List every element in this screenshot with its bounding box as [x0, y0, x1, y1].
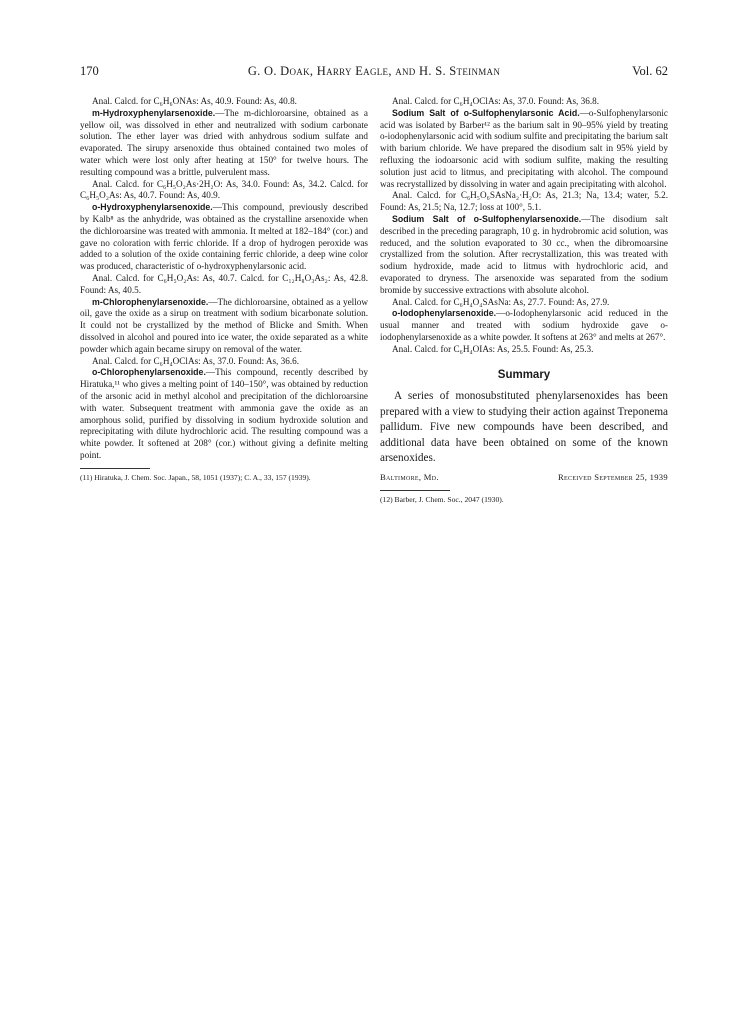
footnote: (12) Barber, J. Chem. Soc., 2047 (1930). [380, 495, 504, 505]
compound-paragraph [80, 297, 368, 356]
paragraph-body: —The dichloroarsine, obtained as a yellow oil, gave the oxide as a sirup on treatment with sodium bicarbonate solution. It could not be crystallized by the method of Blicke and Smith. When dissolved in alcohol and poured into ice water, the oxide separated as a white powder which again became sirupy on removal of the water. [80, 296, 368, 354]
received-line [380, 472, 668, 484]
compound-heading: o-Iodophenylarsenoxide. [392, 308, 497, 319]
paragraph-body: —The m-dichloroarsine, obtained as a yellow oil, was dissolved in ether and neutralized with sodium carbonate solution. The ether layer was dried with anhydrous sodium sulfate and evaporated. The sirupy arsenoxide thus obtained contained two moles of water which were lost only after heating at 150° for twelve hours. The resulting compound was a brittle, pulverulent mass. [80, 107, 368, 177]
analysis-paragraph: Anal. Calcd. for C₆H₄OClAs: As, 37.0. Found: As, 36.8. [392, 96, 600, 106]
analysis-paragraph: Anal. Calcd. for C₆H₅O₂As: As, 40.7. Calcd. for C₁₂H₈O₃As₂: As, 42.8. Found: As, 40.5. [80, 272, 368, 295]
analysis-paragraph: Anal. Calcd. for C₆H₅O₆SAsNa₂·H₂O: As, 21.3; Na, 13.4; water, 5.2. Found: As, 21.5; Na, 12.7; loss at 100°, 5.1. [380, 190, 668, 213]
footnote: (11) Hiratuka, J. Chem. Soc. Japan., 58, 1051 (1937); C. A., 33, 157 (1939). [80, 472, 311, 482]
analysis-paragraph: Anal. Calcd. for C₆H₅O₂As·2H₂O: As, 34.0. Found: As, 34.2. Calcd. for C₆H₅O₂As: As, 40.7. Found: As, 40.9. [80, 178, 368, 201]
compound-paragraph [380, 308, 668, 343]
analysis-paragraph: Anal. Calcd. for C₆H₄OClAs: As, 37.0. Found: As, 36.6. [92, 355, 300, 366]
compound-heading: m-Hydroxyphenylarsenoxide. [92, 107, 216, 118]
running-header [80, 64, 668, 80]
compound-heading: o-Chlorophenylarsenoxide. [92, 367, 206, 378]
paragraph-body: —o-Iodophenylarsonic acid reduced in the usual manner and treated with sodium hydroxide gave o-iodophenylarsenoxide as a white powder. It softens at 263° and melts at 267°. [380, 308, 668, 342]
paragraph-body: —This compound, previously described by Kalb⁸ as the anhydride, was obtained as the crystalline arsenoxide when the dichloroarsine was treated with ammonia. It melted at 182–184° (cor.) and gave no coloration with ferric chloride. If a drop of hydrogen peroxide was added to a solution of the oxide containing ferric chloride, a deep wine color was produced, characteristic of o-hydroxyphenylarsonic acid. [80, 202, 368, 272]
summary-paragraph: A series of monosubstituted phenylarsenoxides has been prepared with a view to studying their action against Treponema pallidum. Five new compounds have been described, and additional data have been obtained on some of the known arsenoxides. [380, 390, 669, 464]
analysis-paragraph: Anal. Calcd. for C₆H₄O₄SAsNa: As, 27.7. Found: As, 27.9. [392, 296, 610, 307]
volume-label: Vol. 62 [632, 64, 668, 78]
received-date: Received September 25, 1939 [558, 472, 668, 483]
compound-heading: o-Hydroxyphenylarsenoxide. [92, 202, 213, 213]
left-column [80, 96, 368, 483]
compound-paragraph [80, 367, 368, 461]
footnote-divider [380, 490, 450, 491]
compound-heading: Sodium Salt of o-Sulfophenylarsonic Acid. [392, 107, 580, 118]
summary-heading: Summary [497, 368, 551, 381]
affiliation-place: Baltimore, Md. [380, 472, 439, 483]
compound-paragraph [80, 202, 368, 273]
compound-heading: Sodium Salt of o-Sulfophenylarsenoxide. [392, 213, 582, 224]
compound-paragraph [380, 108, 668, 191]
compound-heading: m-Chlorophenylarsenoxide. [92, 296, 209, 307]
paragraph-body: —This compound, recently described by Hiratuka,¹¹ who gives a melting point of 140–150°, was obtained by reduction of the arsonic acid in methyl alcohol and precipitation of the dichloroarsine with water. Subsequent treatment with ammonia gave the oxide as an amorphous solid, purified by dissolving in sodium hydroxide solution and reprecipitating with dilute hydrochloric acid. The resulting compound was a white powder. It softened at 208° (cor.) without giving a definite melting point. [80, 367, 368, 460]
author-line: G. O. Doak, Harry Eagle, and H. S. Steinman [247, 64, 501, 78]
right-column [380, 96, 668, 505]
compound-paragraph [380, 214, 668, 297]
analysis-paragraph: Anal. Calcd. for C₆H₆ONAs: As, 40.9. Found: As, 40.8. [92, 96, 297, 106]
paragraph-body: —The disodium salt described in the preceding paragraph, 10 g. in hydrobromic acid solution, was reduced, and the solution evaporated to 30 cc., when the dibromoarsine crystallized from the solution. After recrystallization, this was treated with sodium hydroxide, made acid to litmus with hydrochloric acid, and evaporated to dryness. The arsenoxide was separated from the sodium bromide by successive extractions with absolute alcohol. [380, 213, 668, 295]
footnote-divider [80, 468, 150, 469]
analysis-paragraph: Anal. Calcd. for C₆H₄OIAs: As, 25.5. Found: As, 25.3. [392, 343, 594, 354]
paragraph-body: —o-Sulfophenylarsonic acid was isolated by Barber¹² as the barium salt in 90–95% yield by treating o-iodophenylarsonic acid with sodium sulfite and precipitating the barium salt with barium chloride. We have prepared the disodium salt in 95% yield by refluxing the iodoarsonic acid with sodium sulfite, making the resulting solution just acid to litmus, and precipitating with alcohol. The compound was recrystallized by dissolving in water and again precipitating with alcohol. [380, 107, 668, 189]
compound-paragraph [80, 108, 368, 179]
page-number: 170 [80, 64, 99, 78]
